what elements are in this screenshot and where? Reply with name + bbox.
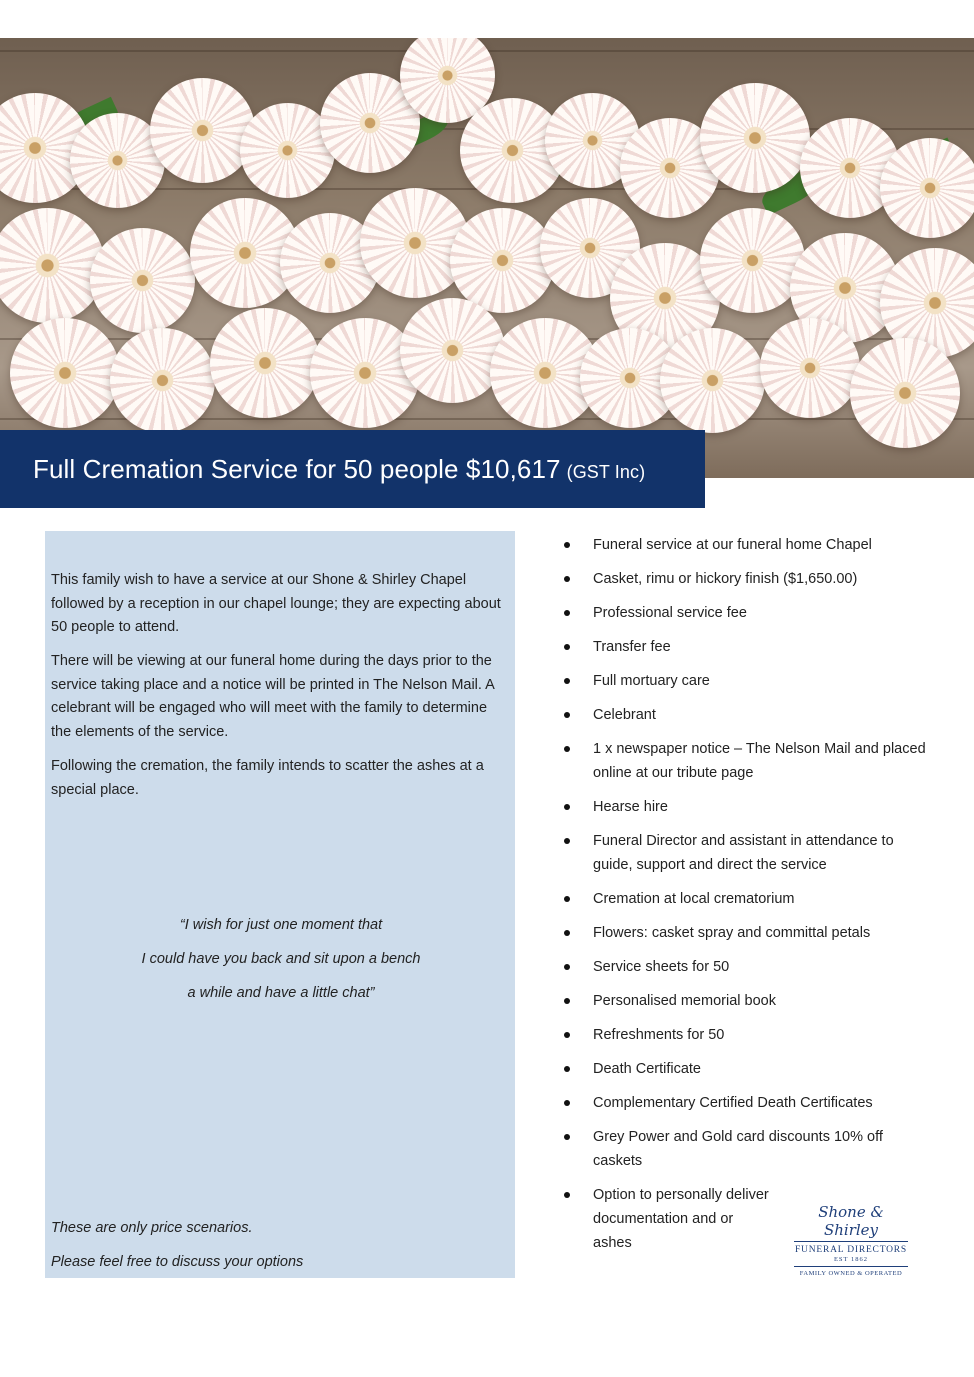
- chrysanthemum-flower: [210, 308, 320, 418]
- logo-script: Shone & Shirley: [818, 1203, 884, 1239]
- quote-line: “I wish for just one moment that: [179, 917, 383, 933]
- chrysanthemum-flower: [110, 328, 215, 433]
- logo-rule: [794, 1266, 908, 1267]
- inclusion-item: [558, 1183, 773, 1255]
- chrysanthemum-flower: [10, 318, 120, 428]
- inclusion-text: Option to personally deliver documentation and or ashes: [593, 1187, 769, 1251]
- bullet-icon: [564, 998, 570, 1004]
- inclusion-text: Flowers: casket spray and committal petals: [593, 925, 871, 941]
- chrysanthemum-flower: [760, 318, 860, 418]
- chrysanthemum-flower: [660, 328, 765, 433]
- chrysanthemum-flower: [880, 138, 974, 238]
- bullet-icon: [564, 746, 570, 752]
- logo-funeral-directors: FUNERAL DIRECTORS: [794, 1245, 908, 1255]
- quote-line: I could have you back and sit upon a bench: [141, 951, 421, 967]
- logo-rule: [794, 1241, 908, 1242]
- bullet-icon: [564, 964, 570, 970]
- inclusion-text: Casket, rimu or hickory finish ($1,650.00): [593, 571, 858, 587]
- disclaimer-note: These are only price scenarios.: [51, 1220, 253, 1236]
- page-title: [33, 454, 645, 485]
- bullet-icon: [564, 712, 570, 718]
- inclusion-item: [558, 829, 928, 877]
- description-paragraph: There will be viewing at our funeral home during the days prior to the service taking place and a notice will be printed in The Nelson Mail. A celebrant will be engaged who will meet with the family to determine the elements of the service.: [51, 653, 495, 740]
- inclusion-item: [558, 1125, 928, 1173]
- inclusion-text: Funeral Director and assistant in attendance to guide, support and direct the service: [593, 833, 894, 873]
- inclusion-text: Transfer fee: [593, 639, 671, 655]
- description-paragraph: This family wish to have a service at our Shone & Shirley Chapel followed by a reception in our chapel lounge; they are expecting about 50 people to attend.: [51, 572, 501, 635]
- chrysanthemum-flower: [850, 338, 960, 448]
- title-banner: [0, 430, 705, 508]
- inclusion-item: [558, 989, 928, 1013]
- description-panel: [45, 531, 515, 1278]
- inclusion-item: [558, 737, 928, 785]
- bullet-icon: [564, 678, 570, 684]
- inclusion-item: [558, 533, 928, 557]
- inclusion-item: [558, 887, 928, 911]
- chrysanthemum-flower: [700, 83, 810, 193]
- description-paragraph: Following the cremation, the family intends to scatter the ashes at a special place.: [51, 758, 484, 798]
- chrysanthemum-flower: [0, 208, 105, 323]
- inclusion-item: [558, 703, 928, 727]
- gst-label: (GST Inc): [566, 461, 646, 482]
- inclusion-text: Death Certificate: [593, 1061, 701, 1077]
- inclusion-item: [558, 601, 928, 625]
- inclusion-text: 1 x newspaper notice – The Nelson Mail and placed online at our tribute page: [593, 741, 926, 781]
- logo-established: EST 1862: [833, 1256, 869, 1263]
- chrysanthemum-flower: [700, 208, 805, 313]
- inclusion-text: Full mortuary care: [593, 673, 710, 689]
- bullet-icon: [564, 930, 570, 936]
- shone-shirley-logo: [790, 1203, 912, 1277]
- inclusion-text: Refreshments for 50: [593, 1027, 725, 1043]
- bullet-icon: [564, 644, 570, 650]
- inclusion-item: [558, 669, 928, 693]
- inclusions-list: [558, 533, 928, 1265]
- inclusion-text: Grey Power and Gold card discounts 10% off caskets: [593, 1129, 883, 1169]
- chrysanthemum-flower: [450, 208, 555, 313]
- inclusion-text: Funeral service at our funeral home Chapel: [593, 537, 872, 553]
- inclusion-text: Personalised memorial book: [593, 993, 776, 1009]
- chrysanthemum-flower: [90, 228, 195, 333]
- quote-line: a while and have a little chat”: [187, 985, 375, 1001]
- bullet-icon: [564, 1032, 570, 1038]
- bullet-icon: [564, 896, 570, 902]
- chrysanthemum-flower: [150, 78, 255, 183]
- bullet-icon: [564, 610, 570, 616]
- inclusion-text: Celebrant: [593, 707, 656, 723]
- hero-image: [0, 38, 974, 478]
- inclusion-text: Professional service fee: [593, 605, 747, 621]
- inclusion-item: [558, 1023, 928, 1047]
- bullet-icon: [564, 838, 570, 844]
- bullet-icon: [564, 576, 570, 582]
- inclusion-text: Hearse hire: [593, 799, 668, 815]
- inclusion-item: [558, 1057, 928, 1081]
- bullet-icon: [564, 804, 570, 810]
- inclusion-item: [558, 635, 928, 659]
- inclusion-item: [558, 567, 928, 591]
- title-text: Full Cremation Service for 50 people $10,617: [33, 453, 561, 484]
- bullet-icon: [564, 1134, 570, 1140]
- bullet-icon: [564, 542, 570, 548]
- bullet-icon: [564, 1192, 570, 1198]
- inclusion-item: [558, 1091, 928, 1115]
- inclusion-item: [558, 921, 928, 945]
- inclusion-text: Service sheets for 50: [593, 959, 730, 975]
- inclusion-text: Complementary Certified Death Certificates: [593, 1095, 873, 1111]
- inclusion-item: [558, 795, 928, 819]
- inclusion-text: Cremation at local crematorium: [593, 891, 795, 907]
- disclaimer-note: Please feel free to discuss your options: [51, 1254, 304, 1270]
- bullet-icon: [564, 1100, 570, 1106]
- bullet-icon: [564, 1066, 570, 1072]
- inclusion-item: [558, 955, 928, 979]
- chrysanthemum-flower: [400, 298, 505, 403]
- logo-tagline: FAMILY OWNED & OPERATED: [799, 1270, 903, 1277]
